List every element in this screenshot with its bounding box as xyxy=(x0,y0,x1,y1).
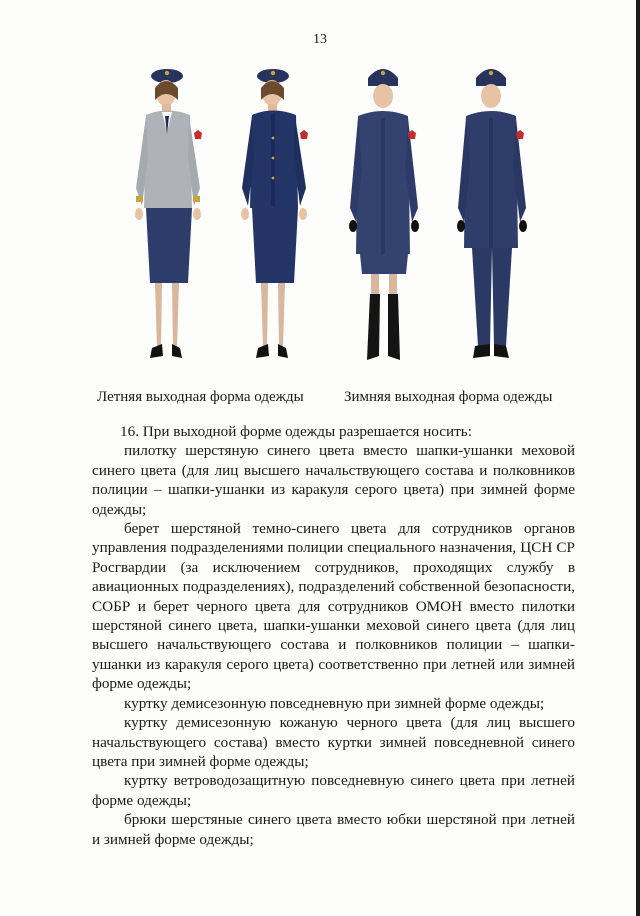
section-heading: 16. При выходной форме одежды разрешается носить: xyxy=(120,423,472,440)
paragraph: куртку демисезонную повседневную при зимней форме одежды; xyxy=(124,694,545,712)
page-number: 13 xyxy=(313,32,327,47)
paragraph: куртку демисезонную кожаную черного цвета (для лиц высшего начальствующего состава) вместо куртки зимней повседневной синего цвета при зимней форме одежды; xyxy=(92,714,575,770)
caption-winter-uniform: Зимняя выходная форма одежды xyxy=(344,389,553,405)
scan-edge xyxy=(636,0,640,916)
body-text xyxy=(92,422,575,849)
figure-summer-grey-jacket xyxy=(122,58,218,376)
paragraph: берет шерстяной темно-синего цвета для сотрудников органов управления подразделениями полиции специального назначения, ЦСН СР Росгвардии (за исключением сотрудников, проходящих службу в авиационных подразделениях), подразделений собственной безопасности, СОБР и берет черного цвета для сотрудников ОМОН вместо пилотки шерстяной синего цвета, шапки-ушанки меховой синего цвета (для лиц высшего начальствующего состава и полковников полиции – шапки-ушанки из каракуля серого цвета) соответственно при летней или зимней форме одежды; xyxy=(92,520,575,693)
woman-winter-coat-trousers-image xyxy=(446,58,542,376)
figure-winter-coat-skirt xyxy=(338,58,434,376)
figure-summer-blue-tunic xyxy=(228,58,324,376)
woman-summer-blue-uniform-image xyxy=(228,58,324,376)
figure-winter-coat-trousers xyxy=(446,58,542,376)
paragraph: пилотку шерстяную синего цвета вместо шапки-ушанки меховой синего цвета (для лиц высшего начальствующего состава и полковников полиции – шапки-ушанки из каракуля серого цвета) при зимней форме одежды; xyxy=(92,442,575,518)
caption-summer-uniform: Летняя выходная форма одежды xyxy=(97,389,304,405)
paragraph: куртку ветроводозащитную повседневную синего цвета при летней форме одежды; xyxy=(92,772,575,809)
paragraph: брюки шерстяные синего цвета вместо юбки шерстяной при летней и зимней форме одежды; xyxy=(92,811,575,848)
woman-summer-grey-uniform-image xyxy=(122,58,218,376)
woman-winter-coat-skirt-image xyxy=(338,58,434,376)
uniform-illustrations xyxy=(108,58,548,376)
